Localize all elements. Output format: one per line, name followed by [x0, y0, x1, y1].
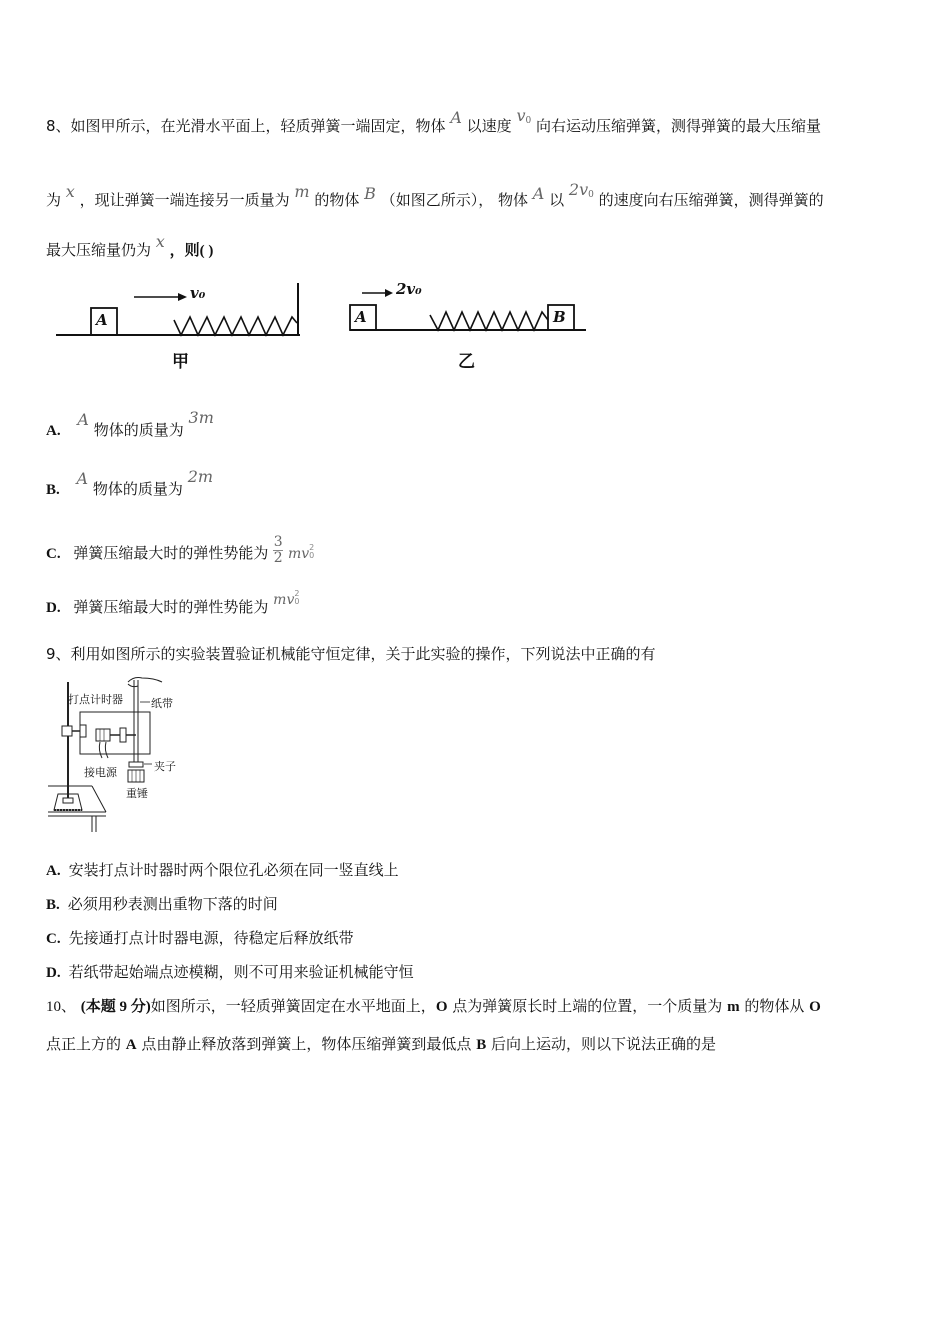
q9-apparatus-figure	[44, 672, 194, 837]
q9-stem: 9、利用如图所示的实验装置验证机械能守恒定律，关于此实验的操作，下列说法中正确的有	[46, 645, 656, 663]
var-m: m	[294, 182, 310, 201]
option-text: 安装打点计时器时两个限位孔必须在同一竖直线上	[68, 861, 399, 879]
q8-stem-line-3	[46, 232, 214, 261]
sub-0: 0	[525, 116, 532, 126]
option-key: B.	[46, 482, 60, 498]
option-key: C.	[46, 931, 61, 947]
var-x: x	[65, 182, 75, 201]
point-O: O	[809, 999, 821, 1015]
block-B-label: B	[553, 308, 566, 326]
frac-denominator: 2	[273, 550, 283, 566]
option-value: 3m	[188, 408, 214, 427]
var-A: A	[76, 469, 89, 488]
point-B: B	[476, 1037, 487, 1053]
q8-option-b[interactable]	[46, 467, 214, 500]
sup-2: 2	[309, 542, 315, 552]
option-key: D.	[46, 600, 61, 616]
q8-text: （如图乙所示）， 物体	[380, 191, 528, 209]
option-key: A.	[46, 423, 61, 439]
var-B: B	[364, 184, 376, 203]
label-tape: 纸带	[151, 697, 173, 710]
label-timer: 打点计时器	[68, 693, 123, 706]
q8-text: ，现让弹簧一端连接另一质量为	[79, 191, 290, 209]
option-key: B.	[46, 897, 60, 913]
var-m: m	[727, 999, 740, 1015]
q8-stem-line-2	[46, 180, 824, 213]
sub-0: 0	[309, 550, 315, 560]
option-key: A.	[46, 863, 61, 879]
option-key: D.	[46, 965, 61, 981]
q8-stem-line-1	[46, 106, 822, 139]
q8-text: 以速度	[466, 117, 512, 135]
sup-sub	[294, 590, 299, 606]
option-text: 必须用秒表测出重物下落的时间	[67, 895, 278, 913]
q8-option-d[interactable]	[46, 588, 300, 618]
spring-diagram	[50, 275, 600, 375]
velocity-label: v₀	[190, 284, 206, 302]
label-power: 接电源	[84, 766, 117, 779]
q10-text: 的物体从	[744, 997, 805, 1015]
q10-text: 点由静止释放落到弹簧上，物体压缩弹簧到最低点	[141, 1035, 472, 1053]
point-A: A	[125, 1037, 137, 1053]
question-number: 10、	[46, 999, 77, 1015]
var-v0	[516, 106, 531, 125]
option-text: 弹簧压缩最大时的弹性势能为	[73, 544, 269, 562]
sup-sub	[309, 544, 314, 560]
option-key: C.	[46, 546, 61, 562]
q8-text: 8、如图甲所示，在光滑水平面上，轻质弹簧一端固定，物体	[46, 117, 446, 135]
sup-2: 2	[294, 588, 300, 598]
q8-figure	[50, 275, 600, 375]
question-score: (本题 9 分)	[80, 999, 151, 1015]
q8-text: 的物体	[314, 191, 360, 209]
figure-caption-yi: 乙	[458, 352, 475, 372]
option-text: 弹簧压缩最大时的弹性势能为	[73, 598, 269, 616]
var-x: x	[155, 232, 165, 251]
option-text: 若纸带起始端点迹模糊，则不可用来验证机械能守恒	[68, 963, 414, 981]
var-2v: 2v	[568, 180, 589, 199]
q8-text: 为	[46, 191, 62, 209]
fraction	[273, 535, 283, 566]
q10-text: 点为弹簧原长时上端的位置，一个质量为	[452, 997, 723, 1015]
sub-0: 0	[588, 190, 594, 200]
label-weight: 重锤	[126, 787, 148, 800]
option-text: 先接通打点计时器电源，待稳定后释放纸带	[68, 929, 354, 947]
q10-text: 后向上运动，则以下说法正确的是	[491, 1035, 717, 1053]
q8-text: 向右运动压缩弹簧，测得弹簧的最大压缩量	[536, 117, 822, 135]
q8-text: 最大压缩量仍为	[46, 241, 152, 259]
var-A: A	[77, 410, 89, 429]
q10-stem-line-1	[46, 996, 821, 1017]
q8-option-c[interactable]	[46, 534, 315, 569]
velocity-label: 2v₀	[396, 280, 422, 298]
q9-option-d[interactable]	[46, 962, 414, 983]
var-2v0	[569, 180, 594, 199]
var-A: A	[450, 108, 462, 127]
point-O: O	[435, 999, 448, 1015]
q9-option-a[interactable]	[46, 860, 399, 881]
q10-text: 点正上方的	[46, 1035, 122, 1053]
option-value: mv	[273, 592, 295, 608]
block-A-label: A	[355, 308, 367, 326]
q8-text: ，则( )	[169, 243, 214, 259]
block-A-label: A	[96, 311, 108, 329]
option-text: 物体的质量为	[93, 421, 184, 439]
q10-text: 如图所示，一轻质弹簧固定在水平地面上，	[150, 997, 436, 1015]
sub-0: 0	[294, 596, 300, 606]
q8-text: 的速度向右压缩弹簧，测得弹簧的	[598, 191, 824, 209]
q8-option-a[interactable]	[46, 408, 214, 441]
option-value: mv	[287, 546, 310, 562]
label-clip: 夹子	[154, 760, 176, 773]
figure-caption-jia: 甲	[172, 352, 189, 372]
option-text: 物体的质量为	[92, 480, 183, 498]
var-v: v	[516, 106, 526, 125]
q8-text: 以	[549, 191, 565, 209]
q10-stem-line-2	[46, 1034, 716, 1055]
frac-numerator: 3	[273, 534, 283, 550]
var-A: A	[532, 184, 545, 203]
option-value: 2m	[187, 467, 214, 486]
q9-option-b[interactable]	[46, 894, 278, 915]
q9-option-c[interactable]	[46, 928, 354, 949]
